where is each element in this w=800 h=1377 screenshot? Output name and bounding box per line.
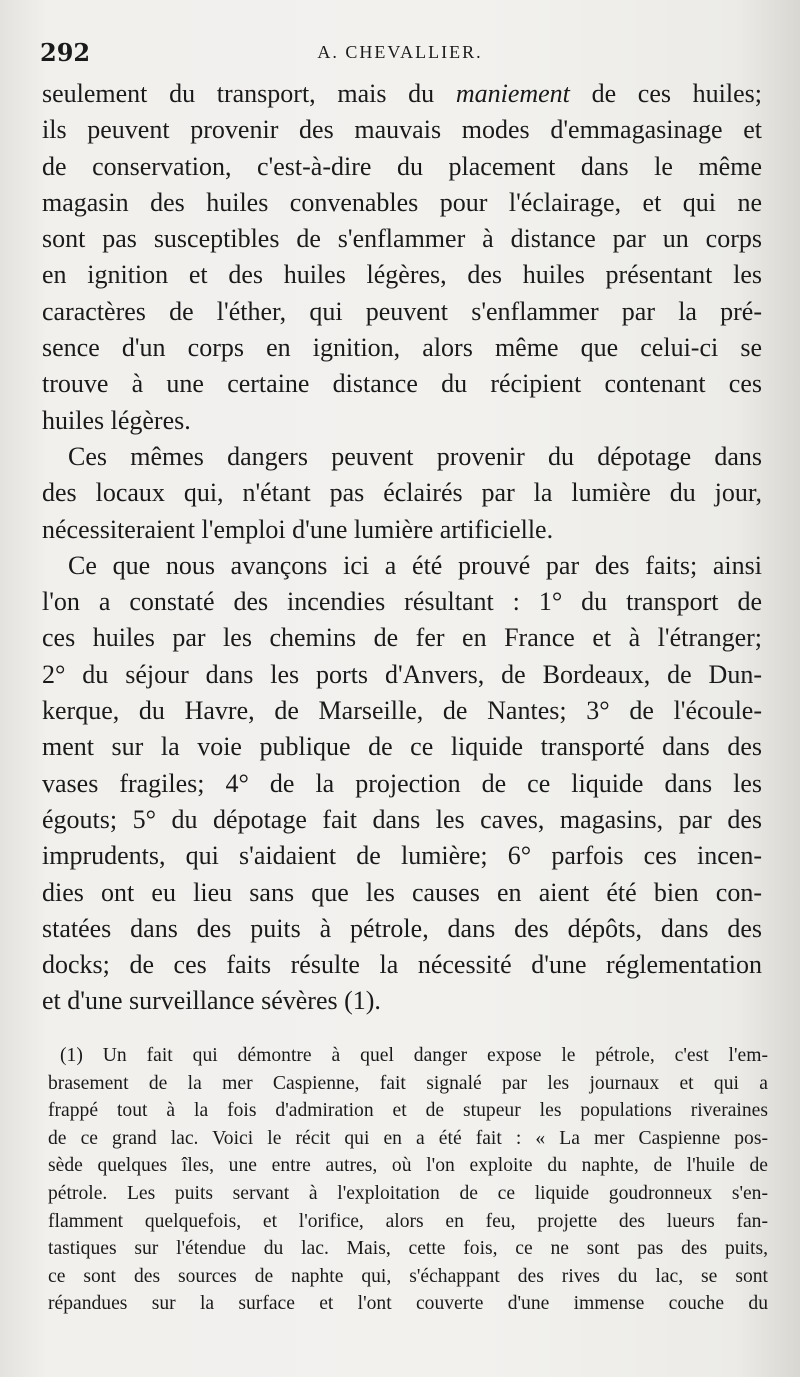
footnote-line: répandues sur la surface et l'ont couverte d'une immense couche du: [48, 1293, 768, 1315]
text-line: en ignition et des huiles légères, des huiles présentant les: [42, 260, 762, 290]
text-line: trouve à une certaine distance du récipient contenant ces: [42, 369, 762, 399]
footnote-line: brasement de la mer Caspienne, fait signalé par les journaux et qui a: [48, 1072, 768, 1094]
body-text: [42, 76, 762, 1020]
text-line: Ce que nous avançons ici a été prouvé par des faits; ainsi: [68, 550, 762, 580]
footnote-line: de ce grand lac. Voici le récit qui en a été fait : « La mer Caspienne pos-: [48, 1127, 768, 1149]
text-line: huiles légères.: [42, 405, 191, 435]
text-line: et d'une surveillance sévères (1).: [42, 986, 381, 1016]
page-number: 292: [40, 38, 91, 67]
text-line: vases fragiles; 4° de la projection de ce liquide dans les: [42, 768, 762, 798]
text-line: Ces mêmes dangers peuvent provenir du dépotage dans: [68, 441, 762, 471]
text-line: nécessiteraient l'emploi d'une lumière artificielle.: [42, 514, 554, 544]
text-line: kerque, du Havre, de Marseille, de Nantes; 3° de l'écoule-: [42, 696, 762, 726]
text-line: sont pas susceptibles de s'enflammer à distance par un corps: [42, 224, 762, 254]
footnote-line: (1) Un fait qui démontre à quel danger expose le pétrole, c'est l'em-: [60, 1045, 768, 1066]
text-line: 2° du séjour dans les ports d'Anvers, de Bordeaux, de Dun-: [42, 659, 762, 689]
text-line: docks; de ces faits résulte la nécessité d'une réglementation: [42, 950, 762, 980]
footnote-line: flamment quelquefois, et l'orifice, alors en feu, projette des lueurs fan-: [48, 1210, 768, 1232]
text-line: des locaux qui, n'étant pas éclairés par la lumière du jour,: [42, 478, 762, 508]
text-line: sence d'un corps en ignition, alors même que celui-ci se: [42, 333, 762, 363]
footnote-line: ce sont des sources de naphte qui, s'échappant des rives du lac, se sont: [48, 1265, 768, 1287]
text-line: ces huiles par les chemins de fer en France et à l'étranger;: [42, 623, 762, 653]
text-line: imprudents, qui s'aidaient de lumière; 6° parfois ces incen-: [42, 841, 762, 871]
text-line: de conservation, c'est-à-dire du placement dans le même: [42, 151, 762, 181]
text-line: caractères de l'éther, qui peuvent s'enflammer par la pré-: [42, 296, 762, 326]
page-header: [40, 38, 760, 72]
text-line: l'on a constaté des incendies résultant : 1° du transport de: [42, 587, 762, 617]
running-head: A. CHEVALLIER.: [317, 42, 483, 62]
text-line: égouts; 5° du dépotage fait dans les caves, magasins, par des: [42, 804, 762, 834]
text-line: ment sur la voie publique de ce liquide transporté dans des: [42, 732, 762, 762]
emphasis: maniement: [455, 79, 570, 108]
text-line: ils peuvent provenir des mauvais modes d'emmagasinage et: [42, 115, 762, 145]
footnote: [48, 1042, 768, 1318]
footnote-line: frappé tout à la fois d'admiration et de stupeur les populations riveraines: [48, 1100, 768, 1122]
footnote-line: pétrole. Les puits servant à l'exploitation de ce liquide goudronneux s'en-: [48, 1182, 768, 1204]
text-line: statées dans des puits à pétrole, dans des dépôts, dans des: [42, 913, 762, 943]
footnote-line: sède quelques îles, une entre autres, où l'on exploite du naphte, de l'huile de: [48, 1155, 768, 1177]
text-line: dies ont eu lieu sans que les causes en aient été bien con-: [42, 877, 762, 907]
text-line: magasin des huiles convenables pour l'éclairage, et qui ne: [42, 187, 762, 217]
footnote-line: tastiques sur l'étendue du lac. Mais, cette fois, ce ne sont pas des puits,: [48, 1238, 768, 1260]
text-line: seulement du transport, mais du maniement de ces huiles;: [42, 79, 762, 108]
